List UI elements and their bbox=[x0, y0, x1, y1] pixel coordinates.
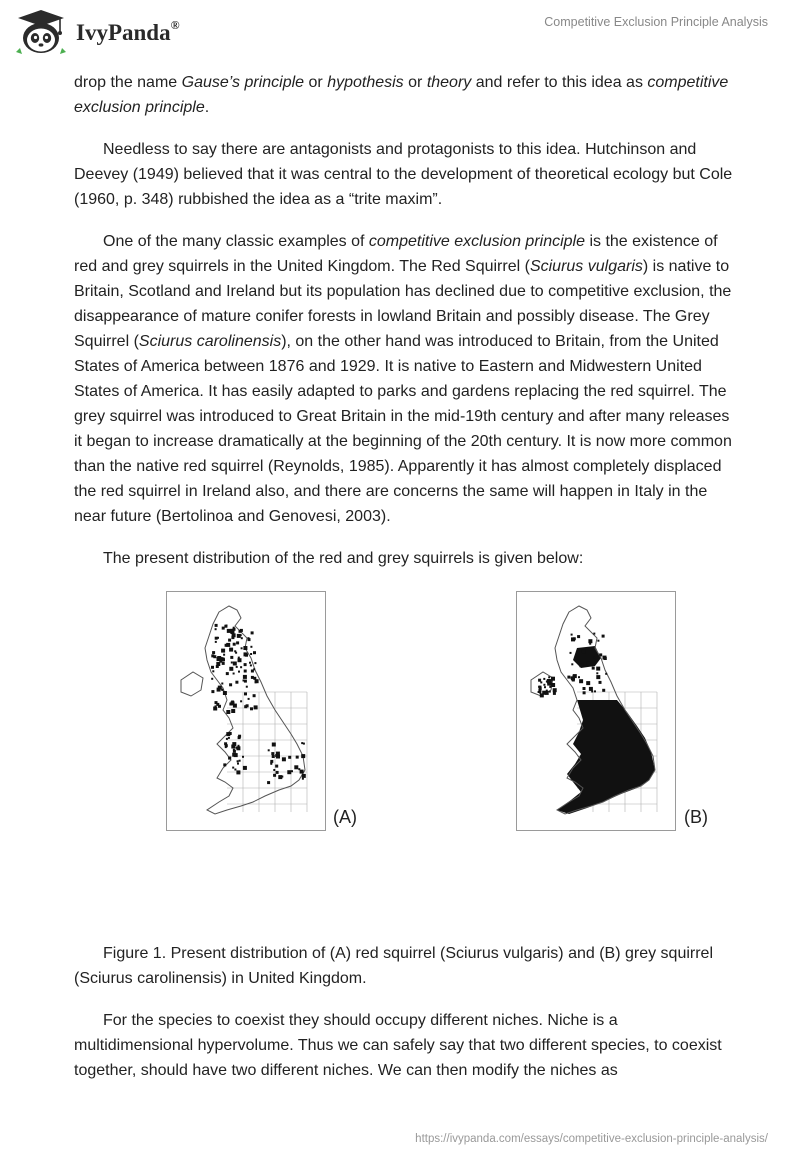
map-a-record-square bbox=[250, 664, 252, 666]
map-a-record-square bbox=[272, 755, 275, 758]
map-a-record-square bbox=[268, 749, 270, 751]
map-a-record-square bbox=[223, 691, 227, 695]
map-a-record-square bbox=[234, 769, 236, 771]
map-a-record-square bbox=[228, 757, 231, 760]
panda-logo-icon bbox=[14, 8, 68, 56]
map-b-record-square bbox=[583, 691, 586, 694]
map-a-record-square bbox=[230, 629, 234, 633]
map-a-record-square bbox=[238, 745, 240, 747]
map-a-record-square bbox=[236, 666, 238, 668]
map-a-record-square bbox=[240, 666, 242, 668]
map-a-record-square bbox=[250, 646, 252, 648]
map-a-record-square bbox=[217, 656, 221, 660]
map-b-record-square bbox=[549, 686, 551, 688]
map-a-record-square bbox=[243, 766, 247, 770]
map-a-record-square bbox=[221, 649, 225, 653]
map-a-record-square bbox=[231, 709, 235, 713]
map-a-record-square bbox=[232, 767, 234, 769]
map-a-record-square bbox=[224, 742, 227, 745]
paragraph-squirrels: One of the many classic examples of competitive exclusion principle is the existence of red and grey squirrels in the United Kingdom. The Red Squirrel (Sciurus vulgaris) is native to Britain, Scotland and Ireland but its population has declined due to competitive exclusion, the disappearance of mature conifer forests in lowland Britain and possibly disease. The Grey Squirrel (Sciurus carolinensis), on the other hand was introduced to Britain, from the United States of America between 1876 and 1929. It is native to Eastern and Midwestern United States of America. It has easily adapted to parks and gardens replacing the red squirrel. The grey squirrel was introduced to Great Britain in the mid-19th century and after many releases it began to increase dramatically at the beginning of the 20th century. It is now more common than the native red squirrel (Reynolds, 1985). Apparently it has almost completely displaced the red squirrel in Ireland also, and there are concerns the same will happen in Italy in the near future (Bertolinoa and Genovesi, 2003). bbox=[74, 233, 732, 525]
map-a-record-square bbox=[244, 670, 247, 673]
map-a-record-square bbox=[250, 653, 252, 655]
map-a-record-square bbox=[254, 705, 258, 709]
map-a-record-square bbox=[278, 775, 282, 779]
map-b-record-square bbox=[553, 688, 557, 692]
map-a-record-square bbox=[232, 742, 236, 746]
map-a-record-square bbox=[236, 770, 240, 774]
map-a-record-square bbox=[249, 662, 251, 664]
map-a-record-square bbox=[223, 763, 226, 766]
map-a-record-square bbox=[287, 770, 291, 774]
map-a-record-square bbox=[230, 656, 233, 659]
map-a-record-square bbox=[226, 625, 228, 627]
map-a-record-square bbox=[282, 757, 286, 761]
figure-distribution-maps bbox=[74, 591, 734, 841]
map-b-record-square bbox=[589, 643, 591, 645]
paragraph-distribution-intro: The present distribution of the red and grey squirrels is given below: bbox=[103, 550, 584, 567]
map-a-record-square bbox=[215, 628, 217, 630]
map-a-record-square bbox=[242, 756, 244, 758]
map-a-record-square bbox=[229, 703, 232, 706]
map-b-record-square bbox=[579, 679, 583, 683]
map-a-record-square bbox=[254, 662, 256, 664]
figure-caption: Figure 1. Present distribution of (A) red squirrel (Sciurus vulgaris) and (B) grey squirrel (Sciurus carolinensis) in United Kingdom. bbox=[74, 945, 714, 987]
map-a-record-square bbox=[216, 665, 219, 668]
map-a-record-square bbox=[225, 644, 228, 647]
map-b-record-square bbox=[543, 684, 545, 686]
map-a-outline bbox=[181, 672, 203, 696]
map-a-record-square bbox=[288, 756, 291, 759]
map-a-record-square bbox=[211, 666, 214, 669]
map-a-record-square bbox=[244, 705, 247, 708]
map-a-record-square bbox=[301, 742, 303, 744]
map-b-record-square bbox=[540, 681, 542, 683]
map-b-record-square bbox=[572, 679, 575, 682]
map-a-record-square bbox=[227, 629, 231, 633]
map-b-record-square bbox=[538, 679, 541, 682]
map-a-record-square bbox=[244, 652, 248, 656]
map-b-record-square bbox=[582, 649, 586, 653]
map-a-record-square bbox=[229, 683, 232, 686]
map-a-record-square bbox=[237, 760, 239, 762]
map-b-record-square bbox=[539, 692, 541, 694]
map-a-record-square bbox=[301, 754, 305, 758]
map-b-record-square bbox=[592, 667, 595, 670]
map-a-record-square bbox=[246, 686, 248, 688]
map-a-record-square bbox=[233, 662, 237, 666]
map-a-record-square bbox=[276, 755, 280, 759]
map-a-record-square bbox=[276, 771, 279, 774]
map-b-record-square bbox=[602, 689, 605, 692]
map-b-record-square bbox=[553, 692, 556, 695]
map-b-record-square bbox=[571, 637, 575, 641]
map-a-record-square bbox=[238, 658, 242, 662]
map-b-record-square bbox=[573, 675, 575, 677]
map-b-record-square bbox=[596, 675, 600, 679]
map-a-record-square bbox=[243, 646, 247, 650]
map-a-record-square bbox=[302, 778, 304, 780]
map-a-record-square bbox=[231, 662, 233, 664]
source-url[interactable]: https://ivypanda.com/essays/competitive-exclusion-principle-analysis/ bbox=[415, 1133, 768, 1145]
map-b-record-square bbox=[538, 691, 540, 693]
map-a-record-square bbox=[212, 651, 215, 654]
map-b-record-square bbox=[589, 687, 593, 691]
map-a-record-square bbox=[253, 694, 256, 697]
map-a-record-square bbox=[233, 750, 236, 753]
map-a-record-square bbox=[226, 672, 229, 675]
map-a-record-square bbox=[235, 681, 238, 684]
map-a-record-square bbox=[213, 655, 216, 658]
map-a-record-square bbox=[243, 680, 245, 682]
map-a-record-square bbox=[223, 654, 225, 656]
map-a-record-square bbox=[248, 638, 251, 641]
uk-map-a-image bbox=[167, 592, 325, 830]
figure-label-b: (B) bbox=[684, 807, 708, 827]
map-a-record-square bbox=[221, 689, 223, 691]
map-a-record-square bbox=[217, 688, 221, 692]
map-a-record-square bbox=[255, 681, 257, 683]
map-b-record-square bbox=[540, 693, 544, 697]
map-a-record-square bbox=[244, 663, 247, 666]
map-a-record-square bbox=[237, 763, 239, 765]
map-a-record-square bbox=[238, 671, 240, 673]
map-a-record-square bbox=[232, 753, 236, 757]
map-a-record-square bbox=[275, 765, 278, 768]
map-a-record-square bbox=[248, 698, 250, 700]
map-a-record-square bbox=[228, 737, 230, 739]
map-a-record-square bbox=[236, 746, 240, 750]
map-a-outline bbox=[205, 606, 305, 814]
map-b-record-square bbox=[578, 676, 580, 678]
map-grey-squirrel bbox=[516, 591, 676, 831]
map-b-record-square bbox=[586, 681, 590, 685]
map-a-record-square bbox=[234, 650, 236, 652]
map-a-record-square bbox=[253, 668, 255, 670]
map-a-record-square bbox=[253, 651, 256, 654]
map-a-record-square bbox=[291, 770, 293, 772]
map-a-record-square bbox=[296, 756, 299, 759]
paragraph-antagonists: Needless to say there are antagonists and protagonists to this idea. Hutchinson and Deevey (1949) believed that it was central to the development of theoretical ecology but Cole (1960, p. 348) rubbished the idea as a “trite maxim”. bbox=[74, 141, 733, 208]
map-b-record-square bbox=[546, 690, 548, 692]
map-a-record-square bbox=[212, 670, 214, 672]
map-a-record-square bbox=[226, 738, 228, 740]
map-a-record-square bbox=[273, 769, 275, 771]
page-header bbox=[0, 0, 800, 62]
map-a-record-square bbox=[215, 637, 218, 640]
map-a-record-square bbox=[294, 765, 298, 769]
map-a-record-square bbox=[270, 762, 272, 764]
map-b-coverage-area bbox=[557, 700, 655, 814]
map-a-record-square bbox=[215, 641, 217, 643]
map-b-record-square bbox=[596, 672, 598, 674]
document-title: Competitive Exclusion Principle Analysis bbox=[544, 15, 768, 29]
map-b-record-square bbox=[597, 640, 599, 642]
map-b-record-square bbox=[567, 676, 570, 679]
map-a-record-square bbox=[237, 634, 241, 638]
map-b-record-square bbox=[577, 635, 580, 638]
map-b-record-square bbox=[546, 681, 548, 683]
map-a-record-square bbox=[243, 675, 247, 679]
map-b-record-square bbox=[593, 633, 595, 635]
map-a-record-square bbox=[267, 781, 270, 784]
paragraph-niches: For the species to coexist they should occupy different niches. Niche is a multidimensional hypervolume. Thus we can safely say that two different species, to coexist together, should have two different niches. We can then modify the niches as bbox=[74, 1012, 722, 1079]
figure-label-a: (A) bbox=[333, 807, 357, 827]
map-b-record-square bbox=[586, 662, 590, 666]
map-red-squirrel bbox=[166, 591, 326, 831]
map-b-record-square bbox=[579, 663, 583, 667]
map-a-record-square bbox=[233, 643, 236, 646]
map-a-record-square bbox=[239, 760, 241, 762]
map-b-record-square bbox=[571, 663, 573, 665]
map-a-record-square bbox=[298, 768, 300, 770]
map-a-record-square bbox=[250, 707, 253, 710]
map-a-record-square bbox=[231, 636, 234, 639]
map-b-record-square bbox=[599, 653, 602, 656]
map-a-record-square bbox=[226, 710, 230, 714]
map-a-record-square bbox=[233, 673, 235, 675]
paragraph-continuation: drop the name Gause’s principle or hypothesis or theory and refer to this idea as competitive exclusion principle. bbox=[74, 74, 729, 116]
map-a-record-square bbox=[236, 641, 239, 644]
map-b-record-square bbox=[548, 676, 550, 678]
map-a-record-square bbox=[273, 774, 276, 777]
logo-wordmark: IvyPanda® bbox=[76, 18, 180, 45]
map-b-record-square bbox=[538, 686, 540, 688]
map-b-record-square bbox=[593, 656, 595, 658]
map-a-record-square bbox=[222, 627, 225, 630]
map-a-record-square bbox=[244, 692, 247, 695]
map-a-record-square bbox=[218, 705, 221, 708]
map-b-record-square bbox=[544, 686, 546, 688]
map-b-record-square bbox=[605, 673, 607, 675]
map-b-record-square bbox=[549, 691, 551, 693]
map-b-record-square bbox=[571, 634, 573, 636]
map-b-record-square bbox=[602, 635, 605, 638]
map-a-record-square bbox=[238, 657, 240, 659]
map-a-record-square bbox=[225, 745, 227, 747]
map-b-record-square bbox=[548, 679, 552, 683]
essay-content bbox=[74, 70, 734, 1083]
map-a-record-square bbox=[211, 678, 213, 680]
ivypanda-logo[interactable] bbox=[14, 8, 254, 56]
map-a-record-square bbox=[241, 637, 243, 639]
map-a-record-square bbox=[229, 648, 233, 652]
map-b-record-square bbox=[570, 652, 572, 654]
map-a-record-square bbox=[229, 667, 233, 671]
map-a-record-square bbox=[215, 624, 218, 627]
uk-map-b-image bbox=[517, 592, 675, 830]
map-a-record-square bbox=[302, 774, 306, 778]
map-a-record-square bbox=[238, 735, 241, 738]
map-b-record-square bbox=[594, 690, 596, 692]
map-a-record-square bbox=[272, 743, 276, 747]
map-a-record-square bbox=[251, 631, 254, 634]
map-a-record-square bbox=[241, 647, 243, 649]
map-b-record-square bbox=[588, 639, 592, 643]
map-a-record-square bbox=[253, 677, 256, 680]
map-b-record-square bbox=[604, 657, 607, 660]
map-a-record-square bbox=[211, 690, 214, 693]
map-a-record-square bbox=[239, 630, 242, 633]
map-a-record-square bbox=[229, 732, 232, 735]
map-a-record-square bbox=[221, 683, 223, 685]
map-b-record-square bbox=[543, 678, 545, 680]
map-a-record-square bbox=[215, 705, 217, 707]
map-a-record-square bbox=[271, 752, 274, 755]
map-b-record-square bbox=[596, 667, 600, 671]
map-a-record-square bbox=[240, 700, 242, 702]
map-a-record-square bbox=[228, 639, 231, 642]
map-b-record-square bbox=[599, 681, 602, 684]
map-b-record-square bbox=[583, 687, 586, 690]
